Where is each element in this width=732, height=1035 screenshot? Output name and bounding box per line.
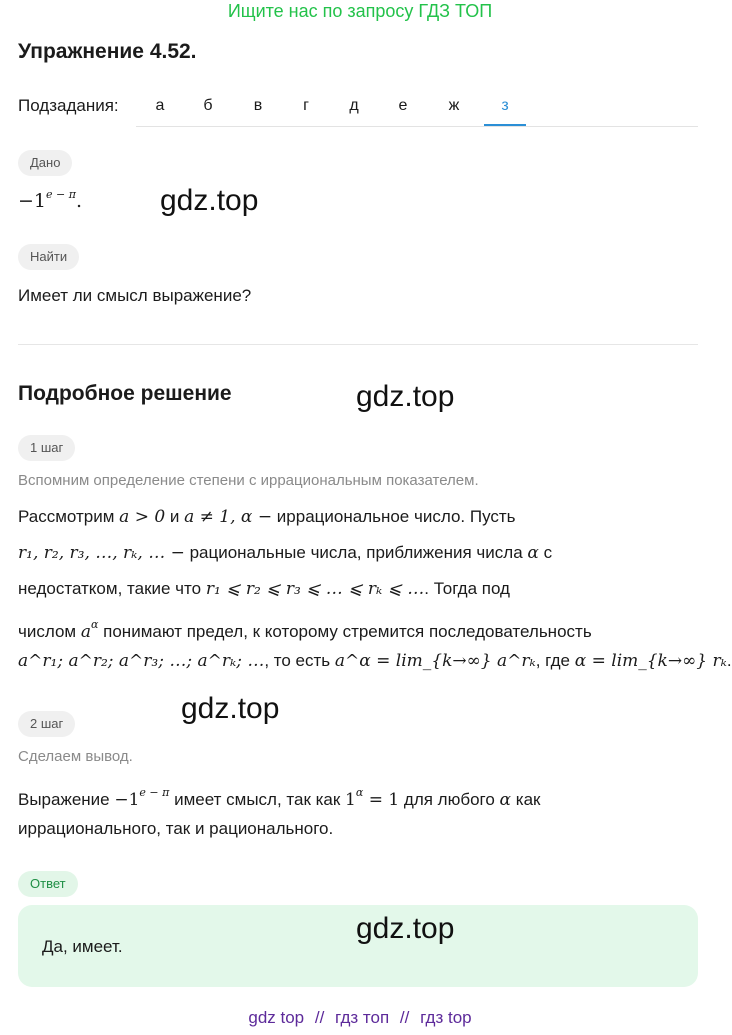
footer-links (0, 1008, 720, 1028)
answer-chip: Ответ (18, 871, 78, 897)
formula: α = lim_{k→∞} rₖ (574, 651, 727, 671)
formula: a^α = lim_{k→∞} a^rₖ (334, 651, 536, 671)
step1-line5: a^r₁; a^r₂; a^r₃; …; a^rₖ; …, то есть a^α = lim_{k→∞} a^rₖ, где α = lim_{k→∞} rₖ. (18, 651, 732, 671)
find-chip: Найти (18, 244, 79, 270)
exercise-title: Упражнение 4.52. (18, 40, 197, 63)
footer-link-gdz-top-mixed[interactable]: гдз top (420, 1008, 472, 1027)
footer-separator: // (314, 1008, 325, 1027)
divider (18, 344, 698, 345)
subtask-tab-v[interactable]: в (253, 97, 263, 114)
given-expression (18, 188, 82, 213)
footer-link-gdz-top[interactable]: gdz top (248, 1008, 305, 1027)
subtasks-tabs (136, 92, 698, 127)
step1-chip: 1 шаг (18, 435, 75, 461)
formula: a^r₁; a^r₂; a^r₃; …; a^rₖ; … (18, 651, 265, 671)
step1-line3: недостатком, такие что r₁ ⩽ r₂ ⩽ r₃ ⩽ … ⩽ rₖ ⩽ …. Тогда под (18, 579, 510, 599)
formula: −1 (114, 790, 140, 810)
subtask-tab-z[interactable]: з (484, 92, 526, 126)
subtask-tab-b[interactable]: б (203, 97, 213, 114)
formula: α (499, 790, 512, 810)
step1-line1: Рассмотрим a > 0 и a ≠ 1, α − иррациональное число. Пусть (18, 507, 516, 527)
footer-separator: // (399, 1008, 410, 1027)
step1-line2: r₁, r₂, r₃, …, rₖ, … − рациональные числа, приближения числа α с (18, 543, 553, 563)
subtasks-label: Подзадания: (18, 96, 119, 115)
search-banner: Ищите нас по запросу ГДЗ ТОП (227, 1, 493, 21)
formula: r₁, r₂, r₃, …, rₖ, … − (18, 543, 185, 563)
watermark-4: gdz.top (356, 912, 455, 945)
formula: α (527, 543, 539, 563)
subtask-tab-e[interactable]: е (398, 97, 408, 114)
answer-text: Да, имеет. (42, 937, 123, 956)
formula: a (80, 622, 91, 642)
subtask-tab-d[interactable]: д (349, 97, 359, 114)
step2-chip: 2 шаг (18, 711, 75, 737)
solution-title: Подробное решение (18, 382, 232, 405)
footer-link-gdz-top-ru[interactable]: гдз топ (335, 1008, 390, 1027)
step1-hint: Вспомним определение степени с иррациональным показателем. (18, 472, 479, 489)
formula: a > 0 (119, 507, 166, 527)
step2-line1: Выражение $-1^{e - \pi}$ имеет смысл, так как $1^\alpha = 1$ для любого α как (18, 786, 541, 810)
watermark-3: gdz.top (181, 692, 280, 725)
find-question: Имеет ли смысл выражение? (18, 286, 252, 305)
step2-line2: иррационального, так и рационального. (18, 819, 334, 838)
formula: a ≠ 1, α − (184, 507, 273, 527)
subtask-tab-a[interactable]: а (155, 97, 165, 114)
given-chip: Дано (18, 150, 72, 176)
step1-line4: числом $a^\alpha$ понимают предел, к которому стремится последовательность (18, 618, 592, 642)
given-exponent: e − π (46, 188, 76, 201)
watermark-1: gdz.top (160, 184, 259, 217)
given-period: . (75, 190, 83, 212)
watermark-2: gdz.top (356, 380, 455, 413)
formula: 1 (345, 790, 356, 810)
given-base: −1 (18, 190, 47, 212)
formula: r₁ ⩽ r₂ ⩽ r₃ ⩽ … ⩽ rₖ ⩽ … (205, 579, 425, 599)
subtask-tab-g[interactable]: г (303, 97, 309, 114)
subtask-tab-zh[interactable]: ж (448, 97, 460, 114)
step2-hint: Сделаем вывод. (18, 748, 133, 765)
